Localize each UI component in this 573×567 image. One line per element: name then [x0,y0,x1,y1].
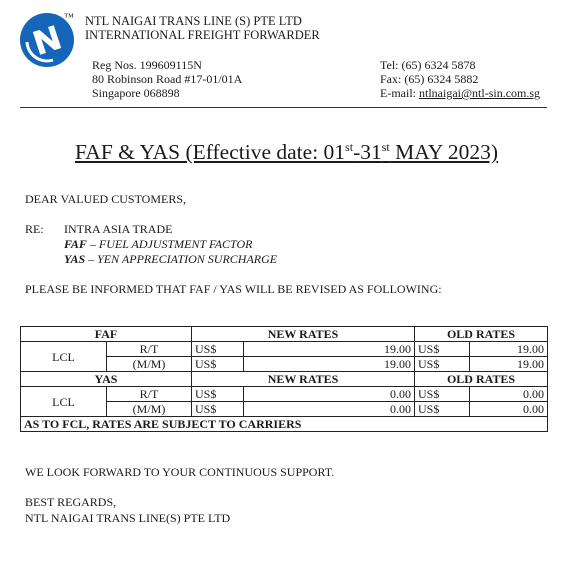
title-sup-2: st [381,139,390,154]
yas-old-currency: US$ [415,387,470,402]
faf-head: FAF [21,327,192,342]
email-link[interactable]: ntlnaigai@ntl-sin.com.sg [419,86,541,100]
greeting: DEAR VALUED CUSTOMERS, [25,192,187,206]
faf-old-rate-mm: 19.00 [470,357,548,372]
yas-new-rate-mm: 0.00 [244,402,415,417]
faf-new-rate-rt: 19.00 [244,342,415,357]
title-prefix: FAF & YAS (Effective date: 01 [74,140,346,164]
title-sup-1: st [345,139,354,154]
company-description: INTERNATIONAL FREIGHT FORWARDER [85,28,320,42]
telephone: Tel: (65) 6324 5878 [380,58,476,72]
email-label: E-mail: [380,86,419,100]
yas-new-rates-head: NEW RATES [192,372,415,387]
yas-abbr: YAS [64,252,86,266]
yas-old-rate-mm: 0.00 [470,402,548,417]
contact-block [380,58,540,100]
yas-mode: LCL [21,387,107,417]
yas-unit-mm: (M/M) [107,402,192,417]
revision-notice: PLEASE BE INFORMED THAT FAF / YAS WILL BE REVISED AS FOLLOWING: [25,282,442,296]
yas-unit-rt: R/T [107,387,192,402]
address-line-1: 80 Robinson Road #17-01/01A [92,72,243,86]
re-subject: INTRA ASIA TRADE [64,222,173,236]
header-divider [20,107,547,108]
faf-unit-mm: (M/M) [107,357,192,372]
company-registration-block [92,58,242,100]
faf-old-currency: US$ [415,342,470,357]
table-row [21,342,548,357]
fax: Fax: (65) 6324 5882 [380,72,479,86]
registration-number: Reg Nos. 199609115N [92,58,202,72]
footnote-row [21,417,548,432]
yas-header-row [21,372,548,387]
faf-new-currency: US$ [192,342,244,357]
yas-head: YAS [21,372,192,387]
faf-abbr: FAF [64,237,87,251]
faf-mode: LCL [21,342,107,372]
yas-old-rate-rt: 0.00 [470,387,548,402]
yas-new-currency: US$ [192,387,244,402]
title-text [75,140,498,164]
faf-old-rate-rt: 19.00 [470,342,548,357]
title-suffix: MAY 2023) [389,140,499,164]
company-name: NTL NAIGAI TRANS LINE (S) PTE LTD [85,14,302,28]
faf-new-rate-mm: 19.00 [244,357,415,372]
fcl-footnote: AS TO FCL, RATES ARE SUBJECT TO CARRIERS [21,417,548,432]
email-line [380,86,540,100]
re-label: RE: [25,222,44,236]
yas-new-currency: US$ [192,402,244,417]
faf-old-rates-head: OLD RATES [415,327,548,342]
faf-new-currency: US$ [192,357,244,372]
address-line-2: Singapore 068898 [92,86,180,100]
yas-new-rate-rt: 0.00 [244,387,415,402]
yas-old-rates-head: OLD RATES [415,372,548,387]
trademark-mark: ™ [64,12,74,23]
regards-line: BEST REGARDS, [25,495,117,509]
yas-desc: – YEN APPRECIATION SURCHARGE [85,252,278,266]
signature-line: NTL NAIGAI TRANS LINE(S) PTE LTD [25,511,231,525]
faf-desc: – FUEL ADJUSTMENT FACTOR [86,237,253,251]
faf-header-row [21,327,548,342]
title-mid: -31 [353,140,382,164]
table-row [21,387,548,402]
rates-table [20,326,548,432]
company-header [85,14,320,42]
document-title [0,140,573,165]
yas-old-currency: US$ [415,402,470,417]
faf-old-currency: US$ [415,357,470,372]
faf-definition [64,237,253,251]
closing-line: WE LOOK FORWARD TO YOUR CONTINUOUS SUPPORT. [25,465,335,479]
yas-definition [64,252,277,266]
faf-new-rates-head: NEW RATES [192,327,415,342]
faf-unit-rt: R/T [107,342,192,357]
